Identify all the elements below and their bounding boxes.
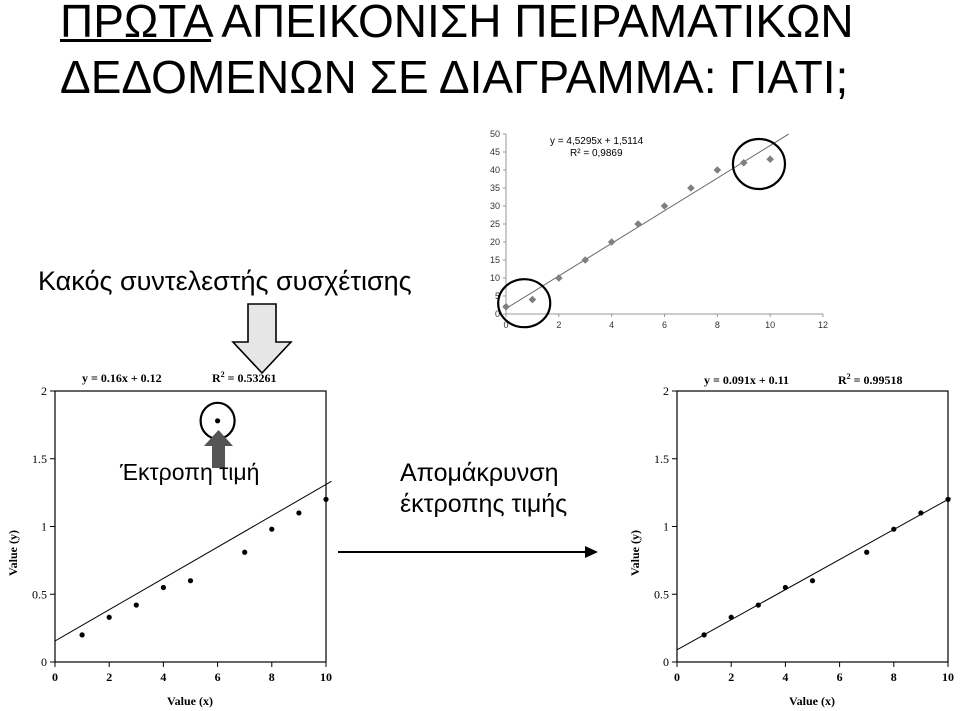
top-y-tick-label: 50: [489, 129, 500, 139]
left-y-tick-label: 1.5: [32, 451, 47, 466]
right-x-tick-label: 8: [890, 670, 897, 684]
top-y-tick-label: 45: [489, 147, 500, 157]
top-x-tick-label: 10: [765, 320, 776, 330]
removal-label-line-2: έκτροπης τιμής: [400, 490, 568, 518]
right-y-axis-label: Value (y): [628, 530, 642, 576]
right-y-tick-label: 0: [663, 655, 669, 669]
top-equation: y = 4,5295x + 1,5114: [550, 136, 644, 147]
left-x-tick-label: 8: [268, 670, 275, 684]
top-y-tick-label: 25: [489, 219, 500, 229]
left-y-tick-label: 2: [41, 384, 47, 398]
top-r2: R² = 0,9869: [570, 148, 623, 159]
left-x-tick-label: 4: [160, 670, 167, 684]
title-line-1-text: ΑΠΕΙΚΟΝΙΣΗ ΠΕΙΡΑΜΑΤΙΚΩΝ: [221, 0, 854, 47]
right-x-tick-label: 2: [728, 670, 735, 684]
title-underlined-word: ΠΡΩΤΑ: [60, 0, 212, 47]
right-y-tick-label: 1.5: [654, 451, 669, 466]
left-equation: y = 0.16x + 0.12: [82, 371, 162, 385]
right-x-tick-label: 6: [836, 670, 843, 684]
slide-title-line-2: ΔΕΔΟΜΕΝΩΝ ΣΕ ΔΙΑΓΡΑΜΜΑ: ΓΙΑΤΙ;: [60, 51, 849, 103]
top-y-tick-label: 40: [489, 165, 500, 175]
right-x-tick-label: 10: [942, 670, 954, 684]
right-x-axis-label: Value (x): [789, 694, 835, 708]
left-x-axis-label: Value (x): [167, 694, 213, 708]
right-y-tick-label: 2: [663, 384, 669, 398]
right-y-tick-label: 1: [663, 519, 669, 534]
top-x-tick-label: 6: [661, 320, 668, 330]
left-y-tick-label: 0.5: [32, 587, 47, 602]
top-y-tick-label: 0: [494, 309, 500, 319]
left-x-tick-label: 2: [106, 670, 113, 684]
left-x-tick-label: 0: [52, 670, 58, 684]
left-y-tick-label: 1: [41, 519, 47, 534]
top-y-tick-label: 5: [494, 291, 500, 301]
left-y-axis-label: Value (y): [6, 530, 20, 576]
top-y-tick-label: 30: [489, 201, 500, 211]
bad-correlation-label: Κακός συντελεστής συσχέτισης: [38, 266, 412, 296]
arrow-head-icon: [585, 546, 598, 558]
left-r2: $R^2 = 0.53261$: [212, 370, 277, 385]
top-y-tick-label: 10: [489, 273, 500, 283]
top-y-tick-label: 35: [489, 183, 500, 193]
top-x-tick-label: 12: [817, 320, 829, 330]
left-y-tick-label: 0: [41, 655, 47, 669]
left-x-tick-label: 10: [320, 670, 332, 684]
right-r2: $R^2 = 0.99518$: [838, 372, 903, 387]
top-x-tick-label: 0: [503, 320, 509, 330]
removal-label: [400, 458, 567, 520]
right-x-tick-label: 4: [782, 670, 789, 684]
right-equation: y = 0.091x + 0.11: [704, 373, 790, 387]
top-y-tick-label: 20: [489, 237, 500, 247]
top-x-tick-label: 8: [714, 320, 720, 330]
left-x-tick-label: 6: [214, 670, 221, 684]
top-x-tick-label: 2: [556, 320, 562, 330]
right-y-tick-label: 0.5: [654, 587, 669, 602]
right-x-tick-label: 0: [674, 670, 680, 684]
removal-label-line-1: Απομάκρυνση: [400, 459, 559, 487]
top-y-tick-label: 15: [489, 255, 500, 265]
outlier-label: Έκτροπη τιμή: [120, 459, 260, 485]
down-arrow-icon: [233, 304, 291, 373]
top-x-tick-label: 4: [609, 320, 615, 330]
